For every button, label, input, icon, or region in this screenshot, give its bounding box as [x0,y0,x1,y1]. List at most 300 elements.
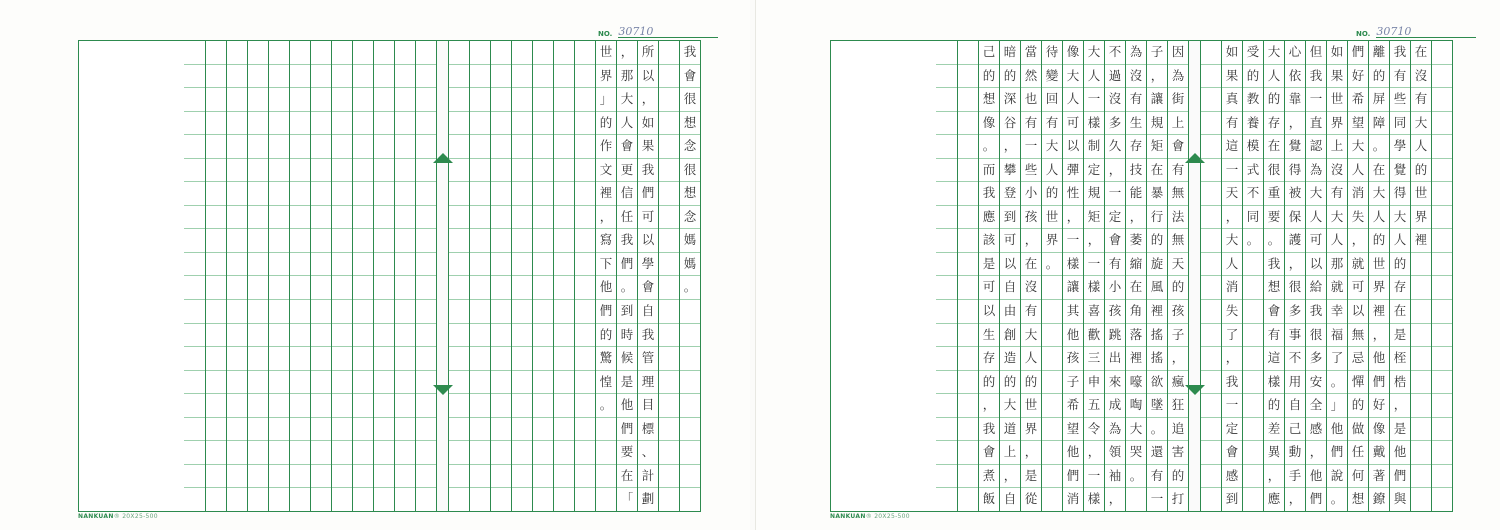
grid-cell [416,417,436,441]
handwritten-character: 的 [1003,67,1017,83]
handwritten-character: 用 [1288,373,1302,389]
grid-cell [353,440,373,464]
grid-cell [1222,41,1242,64]
handwritten-character: 有 [1024,303,1038,319]
handwritten-character: 為 [1108,420,1122,436]
grid-cell [1369,41,1389,64]
handwritten-character: 可 [1003,232,1017,248]
handwritten-character: 暴 [1150,185,1164,201]
grid-cell [1147,440,1167,464]
grid-cell [311,111,331,135]
grid-cell [1084,393,1104,417]
grid-cell [638,158,658,182]
grid-cell [1105,393,1125,417]
grid-column [268,41,289,511]
grid-cell [1201,252,1221,276]
grid-cell [290,417,310,441]
handwritten-character: 我 [641,161,655,177]
grid-cell [1021,299,1041,323]
handwritten-character: 有 [1414,91,1428,107]
grid-cell [596,111,616,135]
grid-cell [184,346,205,370]
grid-cell [470,205,490,229]
grid-cell [491,41,511,64]
handwritten-character: 那 [1330,255,1344,271]
handwritten-character: 而 [982,161,996,177]
grid-cell [659,228,679,252]
handwritten-character: 心 [1288,44,1302,60]
handwritten-character: 失 [1351,208,1365,224]
grid-cell [979,87,999,111]
grid-cell [1264,275,1284,299]
grid-cell [1042,64,1062,88]
handwritten-character: 在 [1372,161,1386,177]
grid-cell [958,464,978,488]
handwritten-character: 很 [1288,279,1302,295]
grid-cell [512,487,532,511]
grid-cell [1285,87,1305,111]
grid-cell [395,346,415,370]
grid-cell [596,299,616,323]
grid-cell [290,228,310,252]
grid-cell [575,134,595,158]
grid-cell [1147,205,1167,229]
handwritten-character: 一 [1066,232,1080,248]
grid-column [1062,41,1083,511]
grid-cell [332,299,352,323]
grid-cell [227,346,247,370]
grid-cell [1348,464,1368,488]
grid-cell [1285,417,1305,441]
grid-cell [638,464,658,488]
grid-cell [184,370,205,394]
grid-cell [1285,181,1305,205]
grid-cell [290,464,310,488]
grid-cell [470,323,490,347]
grid-cell [1084,346,1104,370]
grid-cell [638,41,658,64]
grid-cell [1222,134,1242,158]
grid-cell [1084,440,1104,464]
handwritten-character: 動 [1288,444,1302,460]
grid-column [1083,41,1104,511]
handwritten-character: 上 [1330,138,1344,154]
handwritten-character: 重 [1267,185,1281,201]
handwritten-character: 其 [1066,303,1080,319]
grid-cell [227,252,247,276]
grid-cell [1264,64,1284,88]
grid-cell [416,64,436,88]
grid-cell [554,323,574,347]
grid-cell [1411,299,1431,323]
grid-cell [290,393,310,417]
grid-cell [1201,275,1221,299]
handwritten-character: 在 [1129,279,1143,295]
grid-cell [248,370,268,394]
grid-cell [332,464,352,488]
grid-cell [248,346,268,370]
grid-cell [1411,323,1431,347]
grid-cell [227,417,247,441]
grid-cell [617,181,637,205]
grid-cell [936,323,957,347]
grid-cell [1084,41,1104,64]
grid-cell [206,205,226,229]
grid-cell [1432,487,1452,511]
grid-cell [416,299,436,323]
grid-column [184,41,205,511]
grid-cell [1285,64,1305,88]
handwritten-character: 為 [1171,67,1185,83]
handwritten-character: 三 [1087,350,1101,366]
grid-cell [1327,370,1347,394]
grid-cell [638,111,658,135]
grid-cell [1105,464,1125,488]
handwritten-character: 很 [683,91,697,107]
grid-cell [449,323,469,347]
grid-cell [1390,440,1410,464]
grid-cell [311,393,331,417]
grid-cell [1243,275,1263,299]
number-label: NO. [1356,30,1371,38]
handwritten-character: 些 [1393,91,1407,107]
grid-cell [269,64,289,88]
grid-cell [1243,323,1263,347]
grid-column [1200,41,1221,511]
grid-cell [206,393,226,417]
handwritten-character: 說 [1330,467,1344,483]
handwritten-character: 令 [1087,420,1101,436]
grid-cell [1147,252,1167,276]
grid-cell [1168,275,1188,299]
handwritten-character: 們 [641,185,655,201]
grid-cell [533,370,553,394]
grid-cell [1411,111,1431,135]
grid-cell [395,440,415,464]
grid-cell [227,134,247,158]
grid-cell [374,323,394,347]
handwritten-character: 待 [1045,44,1059,60]
grid-cell [1000,370,1020,394]
grid-cell [1168,464,1188,488]
grid-cell [1390,205,1410,229]
grid-cell [659,87,679,111]
grid-cell [1042,299,1062,323]
grid-cell [227,464,247,488]
grid-cell [470,464,490,488]
grid-cell [311,158,331,182]
grid-cell [332,323,352,347]
grid-cell [1432,41,1452,64]
handwritten-character: 。 [1246,232,1260,248]
grid-cell [1264,487,1284,511]
grid-cell [184,228,205,252]
grid-cell [617,87,637,111]
grid-cell [1432,464,1452,488]
grid-cell [936,370,957,394]
grid-cell [1126,252,1146,276]
handwritten-character: ， [1108,491,1122,507]
grid-cell [449,487,469,511]
grid-cell [248,64,268,88]
grid-cell [1348,111,1368,135]
grid-cell [512,464,532,488]
grid-cell [638,275,658,299]
handwritten-character: 定 [1108,208,1122,224]
grid-cell [1042,487,1062,511]
handwritten-character: 能 [1129,185,1143,201]
grid-cell [1063,134,1083,158]
grid-cell [1126,346,1146,370]
grid-cell [1063,440,1083,464]
grid-cell [395,181,415,205]
grid-cell [979,370,999,394]
grid-cell [554,464,574,488]
grid-cell [227,87,247,111]
grid-column [1242,41,1263,511]
handwritten-character: 我 [982,420,996,436]
grid-cell [395,417,415,441]
grid-cell [416,228,436,252]
grid-cell [1432,299,1452,323]
handwritten-character: 歡 [1087,326,1101,342]
handwritten-character: 想 [1267,279,1281,295]
handwritten-character: 憚 [1351,373,1365,389]
handwritten-character: 孩 [1108,303,1122,319]
fold-marker-up [433,153,453,163]
grid-cell [1105,111,1125,135]
grid-cell [533,87,553,111]
handwritten-character: 受 [1246,44,1260,60]
grid-cell [1264,299,1284,323]
grid-cell [617,487,637,511]
grid-cell [680,181,700,205]
grid-cell [512,87,532,111]
grid-cell [958,228,978,252]
grid-cell [1201,41,1221,64]
grid-cell [617,64,637,88]
grid-cell [1411,275,1431,299]
grid-cell [659,346,679,370]
grid-cell [617,111,637,135]
grid-cell [680,134,700,158]
grid-cell [227,64,247,88]
grid-cell [1327,111,1347,135]
grid-cell [659,64,679,88]
grid-cell [936,111,957,135]
grid-cell [1306,134,1326,158]
grid-cell [311,370,331,394]
handwritten-character: 界 [1045,232,1059,248]
grid-cell [1411,41,1431,64]
grid-cell [1168,205,1188,229]
handwritten-character: 一 [1150,491,1164,507]
handwritten-character: ， [1309,444,1323,460]
grid-cell [533,299,553,323]
grid-cell [1063,323,1083,347]
handwritten-character: 裡 [1372,303,1386,319]
grid-cell [290,323,310,347]
grid-cell [311,299,331,323]
grid-cell [936,393,957,417]
handwritten-character: 生 [982,326,996,342]
grid-cell [332,440,352,464]
handwritten-character: 惶 [599,373,613,389]
grid-column [999,41,1020,511]
grid-cell [374,158,394,182]
handwritten-character: 的 [1351,397,1365,413]
handwritten-character: 一 [1309,91,1323,107]
grid-cell [206,64,226,88]
grid-cell [374,346,394,370]
grid-cell [1126,440,1146,464]
grid-cell [311,205,331,229]
grid-cell [395,228,415,252]
grid-column [1221,41,1242,511]
handwritten-character: 上 [1003,444,1017,460]
grid-cell [353,64,373,88]
grid-cell [269,393,289,417]
handwritten-character: 己 [982,44,996,60]
handwritten-character: 登 [1003,185,1017,201]
handwritten-character: 們 [1330,444,1344,460]
handwritten-character: 世 [599,44,613,60]
grid-cell [1042,205,1062,229]
grid-cell [184,111,205,135]
grid-cell [1168,440,1188,464]
handwritten-character: 角 [1129,303,1143,319]
grid-cell [680,393,700,417]
grid-cell [1042,228,1062,252]
grid-cell [1168,487,1188,511]
grid-cell [332,252,352,276]
grid-cell [248,299,268,323]
grid-cell [227,228,247,252]
grid-cell [596,228,616,252]
grid-cell [1348,487,1368,511]
grid-cell [206,87,226,111]
grid-cell [1084,181,1104,205]
grid-cell [416,275,436,299]
handwritten-character: ， [1108,161,1122,177]
grid-cell [596,487,616,511]
grid-cell [470,252,490,276]
grid-cell [680,228,700,252]
grid-cell [1042,417,1062,441]
handwritten-character: 存 [1267,114,1281,130]
grid-cell [958,134,978,158]
handwritten-character: 可 [1351,279,1365,295]
handwritten-character: 們 [620,420,634,436]
grid-cell [554,440,574,464]
grid-cell [596,87,616,111]
grid-cell [533,440,553,464]
handwritten-character: 這 [1225,138,1239,154]
grid-cell [1084,370,1104,394]
grid-cell [1348,323,1368,347]
grid-cell [638,181,658,205]
grid-cell [248,134,268,158]
handwritten-character: 久 [1108,138,1122,154]
grid-cell [1147,111,1167,135]
grid-cell [206,440,226,464]
grid-cell [1147,134,1167,158]
handwritten-character: 一 [1087,255,1101,271]
handwritten-character: 會 [683,67,697,83]
grid-cell [1105,158,1125,182]
handwritten-character: 大 [1003,397,1017,413]
grid-cell [332,393,352,417]
handwritten-character: 造 [1003,350,1017,366]
handwritten-character: 子 [1171,326,1185,342]
handwritten-character: 任 [1351,444,1365,460]
grid-cell [1285,299,1305,323]
grid-cell [416,181,436,205]
grid-cell [290,111,310,135]
grid-cell [395,323,415,347]
grid-cell [638,228,658,252]
handwritten-character: 。 [620,279,634,295]
grid-cell [1411,464,1431,488]
handwritten-character: 人 [1330,232,1344,248]
grid-cell [311,228,331,252]
handwritten-character: 學 [641,255,655,271]
grid-cell [979,228,999,252]
grid-cell [1021,323,1041,347]
handwritten-character: ， [1171,350,1185,366]
grid-cell [1348,87,1368,111]
handwritten-character: 啕 [1129,397,1143,413]
grid-cell [533,111,553,135]
handwritten-character: 大 [1267,44,1281,60]
grid-cell [1021,111,1041,135]
grid-cell [617,252,637,276]
grid-cell [533,158,553,182]
grid-cell [1042,323,1062,347]
grid-cell [1042,181,1062,205]
grid-cell [958,323,978,347]
grid-cell [1201,87,1221,111]
grid-cell [958,181,978,205]
grid-cell [290,487,310,511]
grid-cell [1042,87,1062,111]
handwritten-character: 我 [1309,303,1323,319]
grid-cell [1000,323,1020,347]
grid-cell [353,181,373,205]
handwritten-character: 哭 [1129,444,1143,460]
handwritten-character: 我 [1225,373,1239,389]
grid-cell [1306,41,1326,64]
handwritten-character: 創 [1003,326,1017,342]
handwritten-character: 他 [599,279,613,295]
grid-column [511,41,532,511]
grid-cell [1222,87,1242,111]
grid-cell [1222,464,1242,488]
grid-cell [1126,464,1146,488]
grid-cell [596,440,616,464]
grid-cell [1168,417,1188,441]
grid-column [936,41,957,511]
handwritten-character: 鐐 [1372,491,1386,507]
handwritten-character: 到 [620,303,634,319]
grid-cell [1063,228,1083,252]
grid-cell [1126,181,1146,205]
handwritten-character: 是 [620,373,634,389]
grid-cell [1063,181,1083,205]
handwritten-character: 望 [1351,114,1365,130]
handwritten-character: 人 [1087,67,1101,83]
handwritten-character: ， [1267,467,1281,483]
